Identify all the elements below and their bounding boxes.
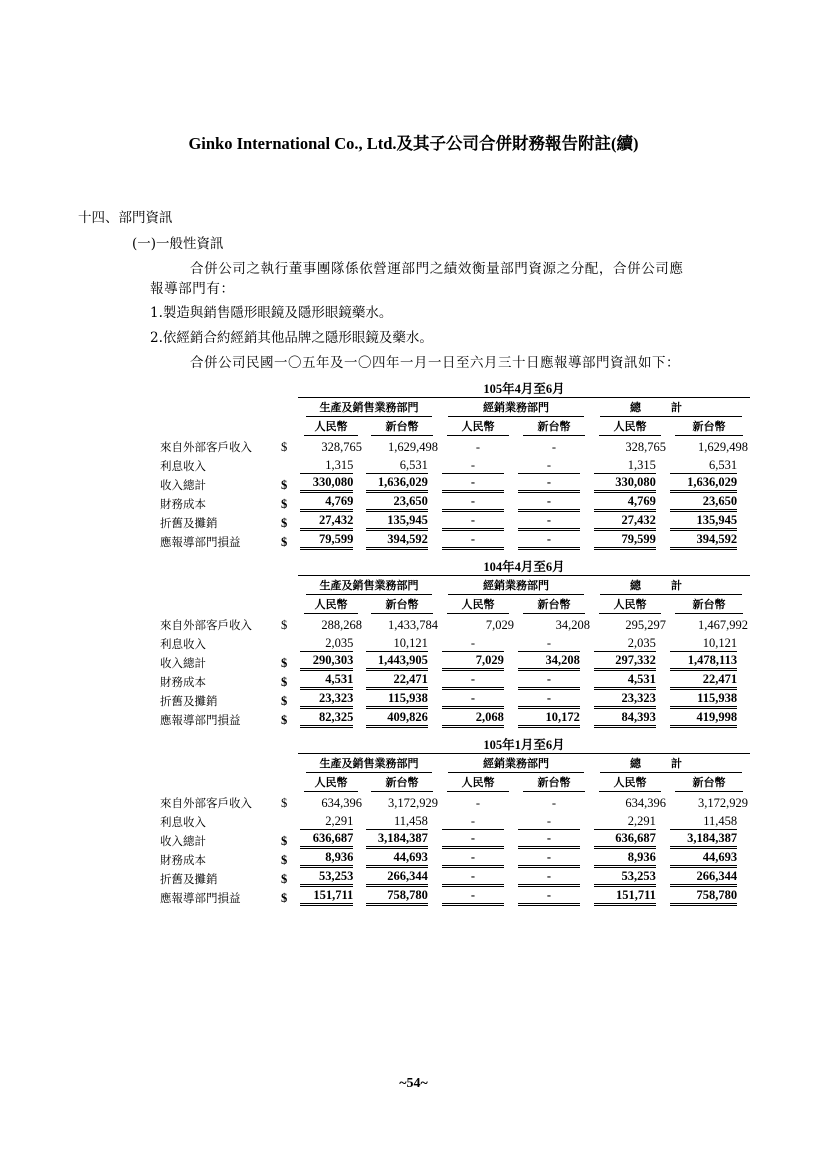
table-cell: - xyxy=(518,887,580,906)
currency-header-ntd: 新台幣 xyxy=(371,597,433,614)
table-cell: - xyxy=(518,531,580,550)
table-cell: 3,172,929 xyxy=(698,796,749,810)
list-item-2: 2.依經銷合約經銷其他品牌之隱形眼鏡及藥水。 xyxy=(150,330,433,346)
table-cell: 4,769 xyxy=(300,493,353,512)
table-cell: 23,650 xyxy=(670,493,737,512)
dollar-sign: $ xyxy=(281,478,288,492)
table-cell: 288,268 xyxy=(321,618,362,632)
table-cell: - xyxy=(442,635,504,652)
table-cell: 2,035 xyxy=(594,635,656,652)
page-number: ~54~ xyxy=(399,1076,428,1091)
table-cell: 1,315 xyxy=(300,457,353,474)
table-row xyxy=(158,887,750,906)
page-title: Ginko International Co., Ltd.及其子公司合併財務報告附註(續) xyxy=(188,134,639,153)
table-cell: 44,693 xyxy=(366,849,428,868)
currency-header-rmb: 人民幣 xyxy=(599,597,661,614)
group-header-group2: 經銷業務部門 xyxy=(448,756,584,773)
table-cell: 1,467,992 xyxy=(698,618,749,632)
table-cell: 11,458 xyxy=(670,813,737,830)
row-label: 來自外部客戶收入 xyxy=(160,618,252,632)
segment-table xyxy=(158,556,750,728)
group-header-row xyxy=(158,398,750,418)
currency-header-row xyxy=(158,417,750,436)
table-cell: 328,765 xyxy=(321,440,362,454)
row-label: 利息收入 xyxy=(160,815,206,829)
table-cell: 3,184,387 xyxy=(366,830,428,849)
table-cell: 8,936 xyxy=(594,849,656,868)
table-cell: - xyxy=(475,440,481,454)
table-cell: - xyxy=(442,887,504,906)
table-row xyxy=(158,531,750,550)
table-row xyxy=(158,455,750,474)
table-cell: 10,121 xyxy=(366,635,428,652)
period-row xyxy=(158,556,750,576)
row-label: 應報導部門損益 xyxy=(160,535,241,549)
table-cell: 23,323 xyxy=(594,690,656,709)
table-cell: 22,471 xyxy=(366,671,428,690)
table-row xyxy=(158,614,750,633)
row-label: 財務成本 xyxy=(160,497,206,511)
table-cell: 394,592 xyxy=(366,531,428,550)
dollar-sign: $ xyxy=(281,853,288,867)
row-label: 財務成本 xyxy=(160,853,206,867)
table-row xyxy=(158,652,750,671)
currency-header-rmb: 人民幣 xyxy=(304,597,357,614)
group-header-group1: 生產及銷售業務部門 xyxy=(306,578,433,595)
table-cell: 1,636,029 xyxy=(366,474,428,493)
table-cell: 10,121 xyxy=(670,635,737,652)
table-cell: 328,765 xyxy=(625,440,666,454)
table-cell: - xyxy=(442,813,504,830)
table-cell: 10,172 xyxy=(518,709,580,728)
currency-header-rmb: 人民幣 xyxy=(304,419,357,436)
table-cell: - xyxy=(442,512,504,531)
table-cell: 3,172,929 xyxy=(388,796,438,810)
dollar-sign: $ xyxy=(281,872,288,886)
table-cell: 266,344 xyxy=(366,868,428,887)
currency-header-rmb: 人民幣 xyxy=(447,597,509,614)
table-cell: - xyxy=(442,849,504,868)
table-cell: 79,599 xyxy=(300,531,353,550)
table-cell: 151,711 xyxy=(594,887,656,906)
period-row xyxy=(158,378,750,398)
row-label: 利息收入 xyxy=(160,459,206,473)
table-cell: 3,184,387 xyxy=(670,830,737,849)
table-cell: 34,208 xyxy=(518,652,580,671)
group-header-row xyxy=(158,754,750,774)
group-header-group3: 總計 xyxy=(600,400,742,417)
table-cell: 266,344 xyxy=(670,868,737,887)
table-row xyxy=(158,811,750,830)
table-cell: 1,443,905 xyxy=(366,652,428,671)
currency-header-rmb: 人民幣 xyxy=(447,419,509,436)
period-label: 105年4月至6月 xyxy=(298,378,750,398)
table-cell: 27,432 xyxy=(594,512,656,531)
currency-header-ntd: 新台幣 xyxy=(675,775,742,792)
row-label: 收入總計 xyxy=(160,478,206,492)
table-cell: 44,693 xyxy=(670,849,737,868)
table-cell: 1,433,784 xyxy=(388,618,438,632)
table-cell: 295,297 xyxy=(625,618,666,632)
table-cell: 8,936 xyxy=(300,849,353,868)
table-row xyxy=(158,792,750,811)
currency-header-ntd: 新台幣 xyxy=(371,775,433,792)
table-cell: 394,592 xyxy=(670,531,737,550)
table-cell: 82,325 xyxy=(300,709,353,728)
table-cell: 2,068 xyxy=(442,709,504,728)
table-cell: 290,303 xyxy=(300,652,353,671)
table-cell: 636,687 xyxy=(300,830,353,849)
table-cell: - xyxy=(442,690,504,709)
table-row xyxy=(158,709,750,728)
table-cell: - xyxy=(518,493,580,512)
table-row xyxy=(158,474,750,493)
table-cell: - xyxy=(518,813,580,830)
table-cell: - xyxy=(518,635,580,652)
dollar-sign: $ xyxy=(281,713,288,727)
table-cell: 409,826 xyxy=(366,709,428,728)
table-cell: - xyxy=(475,796,481,810)
group-header-group2: 經銷業務部門 xyxy=(448,400,584,417)
row-label: 應報導部門損益 xyxy=(160,891,241,905)
paragraph-line-1: 合併公司之執行董事團隊係依營運部門之績效衡量部門資源之分配，合併公司應 xyxy=(190,261,684,277)
table-cell: 6,531 xyxy=(366,457,428,474)
dollar-sign: $ xyxy=(281,440,288,454)
currency-header-ntd: 新台幣 xyxy=(523,597,585,614)
table-cell: - xyxy=(442,671,504,690)
table-row xyxy=(158,493,750,512)
table-cell: - xyxy=(518,474,580,493)
table-cell: 634,396 xyxy=(625,796,666,810)
row-label: 應報導部門損益 xyxy=(160,713,241,727)
dollar-sign: $ xyxy=(281,618,288,632)
currency-header-rmb: 人民幣 xyxy=(447,775,509,792)
table-cell: 115,938 xyxy=(366,690,428,709)
table-cell: 7,029 xyxy=(485,618,514,632)
table-cell: 4,531 xyxy=(300,671,353,690)
section-heading: 十四、部門資訊 xyxy=(78,210,173,226)
table-row xyxy=(158,868,750,887)
dollar-sign: $ xyxy=(281,535,288,549)
table-cell: 23,323 xyxy=(300,690,353,709)
segment-table xyxy=(158,734,750,906)
row-label: 利息收入 xyxy=(160,637,206,651)
table-cell: - xyxy=(518,868,580,887)
row-label: 折舊及攤銷 xyxy=(160,694,218,708)
row-label: 收入總計 xyxy=(160,834,206,848)
table-row xyxy=(158,849,750,868)
table-cell: 84,393 xyxy=(594,709,656,728)
dollar-sign: $ xyxy=(281,796,288,810)
table-cell: - xyxy=(518,690,580,709)
currency-header-row xyxy=(158,595,750,614)
dollar-sign: $ xyxy=(281,694,288,708)
group-header-group1: 生產及銷售業務部門 xyxy=(306,756,433,773)
table-cell: 758,780 xyxy=(670,887,737,906)
row-label: 折舊及攤銷 xyxy=(160,516,218,530)
table-cell: - xyxy=(442,493,504,512)
table-cell: 4,769 xyxy=(594,493,656,512)
table-cell: - xyxy=(551,796,557,810)
table-cell: 1,629,498 xyxy=(388,440,438,454)
row-label: 折舊及攤銷 xyxy=(160,872,218,886)
paragraph-line-2: 報導部門有： xyxy=(150,281,235,297)
table-cell: - xyxy=(518,457,580,474)
subsection-heading: (一)一般性資訊 xyxy=(132,236,224,252)
table-cell: 330,080 xyxy=(300,474,353,493)
dollar-sign: $ xyxy=(281,675,288,689)
currency-header-ntd: 新台幣 xyxy=(523,419,585,436)
table-cell: 7,029 xyxy=(442,652,504,671)
table-cell: 330,080 xyxy=(594,474,656,493)
table-cell: 2,291 xyxy=(300,813,353,830)
group-header-group3: 總計 xyxy=(600,578,742,595)
table-cell: 53,253 xyxy=(594,868,656,887)
table-cell: - xyxy=(442,868,504,887)
table-cell: 758,780 xyxy=(366,887,428,906)
group-header-group3: 總計 xyxy=(600,756,742,773)
table-cell: 2,291 xyxy=(594,813,656,830)
table-cell: 1,478,113 xyxy=(670,652,737,671)
period-label: 105年1月至6月 xyxy=(298,734,750,754)
paragraph-intro: 合併公司民國一〇五年及一〇四年一月一日至六月三十日應報導部門資訊如下： xyxy=(190,355,680,371)
row-label: 來自外部客戶收入 xyxy=(160,796,252,810)
table-cell: - xyxy=(518,671,580,690)
table-cell: - xyxy=(442,531,504,550)
dollar-sign: $ xyxy=(281,516,288,530)
table-cell: - xyxy=(518,830,580,849)
table-cell: - xyxy=(518,849,580,868)
table-cell: 27,432 xyxy=(300,512,353,531)
table-cell: 135,945 xyxy=(670,512,737,531)
table-cell: 1,315 xyxy=(594,457,656,474)
table-row xyxy=(158,436,750,455)
table-cell: 23,650 xyxy=(366,493,428,512)
currency-header-rmb: 人民幣 xyxy=(599,419,661,436)
table-row xyxy=(158,671,750,690)
list-item-1: 1.製造與銷售隱形眼鏡及隱形眼鏡藥水。 xyxy=(150,305,393,321)
group-header-group2: 經銷業務部門 xyxy=(448,578,584,595)
table-cell: 135,945 xyxy=(366,512,428,531)
table-cell: 4,531 xyxy=(594,671,656,690)
table-row xyxy=(158,633,750,652)
dollar-sign: $ xyxy=(281,497,288,511)
currency-header-ntd: 新台幣 xyxy=(371,419,433,436)
table-cell: 1,636,029 xyxy=(670,474,737,493)
table-cell: 6,531 xyxy=(670,457,737,474)
segment-table xyxy=(158,378,750,550)
table-cell: 419,998 xyxy=(670,709,737,728)
table-row xyxy=(158,690,750,709)
row-label: 來自外部客戶收入 xyxy=(160,440,252,454)
currency-header-ntd: 新台幣 xyxy=(675,597,742,614)
table-cell: 79,599 xyxy=(594,531,656,550)
table-cell: 22,471 xyxy=(670,671,737,690)
currency-header-ntd: 新台幣 xyxy=(675,419,742,436)
currency-header-row xyxy=(158,773,750,792)
dollar-sign: $ xyxy=(281,891,288,905)
table-cell: 53,253 xyxy=(300,868,353,887)
dollar-sign: $ xyxy=(281,656,288,670)
group-header-row xyxy=(158,576,750,596)
table-row xyxy=(158,830,750,849)
table-cell: 34,208 xyxy=(555,618,590,632)
currency-header-rmb: 人民幣 xyxy=(599,775,661,792)
row-label: 財務成本 xyxy=(160,675,206,689)
table-cell: - xyxy=(442,474,504,493)
row-label: 收入總計 xyxy=(160,656,206,670)
period-row xyxy=(158,734,750,754)
table-cell: 151,711 xyxy=(300,887,353,906)
table-cell: 636,687 xyxy=(594,830,656,849)
table-cell: - xyxy=(442,457,504,474)
table-cell: 2,035 xyxy=(300,635,353,652)
table-cell: - xyxy=(442,830,504,849)
currency-header-ntd: 新台幣 xyxy=(523,775,585,792)
period-label: 104年4月至6月 xyxy=(298,556,750,576)
table-cell: 1,629,498 xyxy=(698,440,749,454)
table-cell: 634,396 xyxy=(321,796,362,810)
table-cell: - xyxy=(551,440,557,454)
group-header-group1: 生產及銷售業務部門 xyxy=(306,400,433,417)
dollar-sign: $ xyxy=(281,834,288,848)
table-cell: 11,458 xyxy=(366,813,428,830)
table-cell: - xyxy=(518,512,580,531)
table-cell: 297,332 xyxy=(594,652,656,671)
table-row xyxy=(158,512,750,531)
currency-header-rmb: 人民幣 xyxy=(304,775,357,792)
table-cell: 115,938 xyxy=(670,690,737,709)
